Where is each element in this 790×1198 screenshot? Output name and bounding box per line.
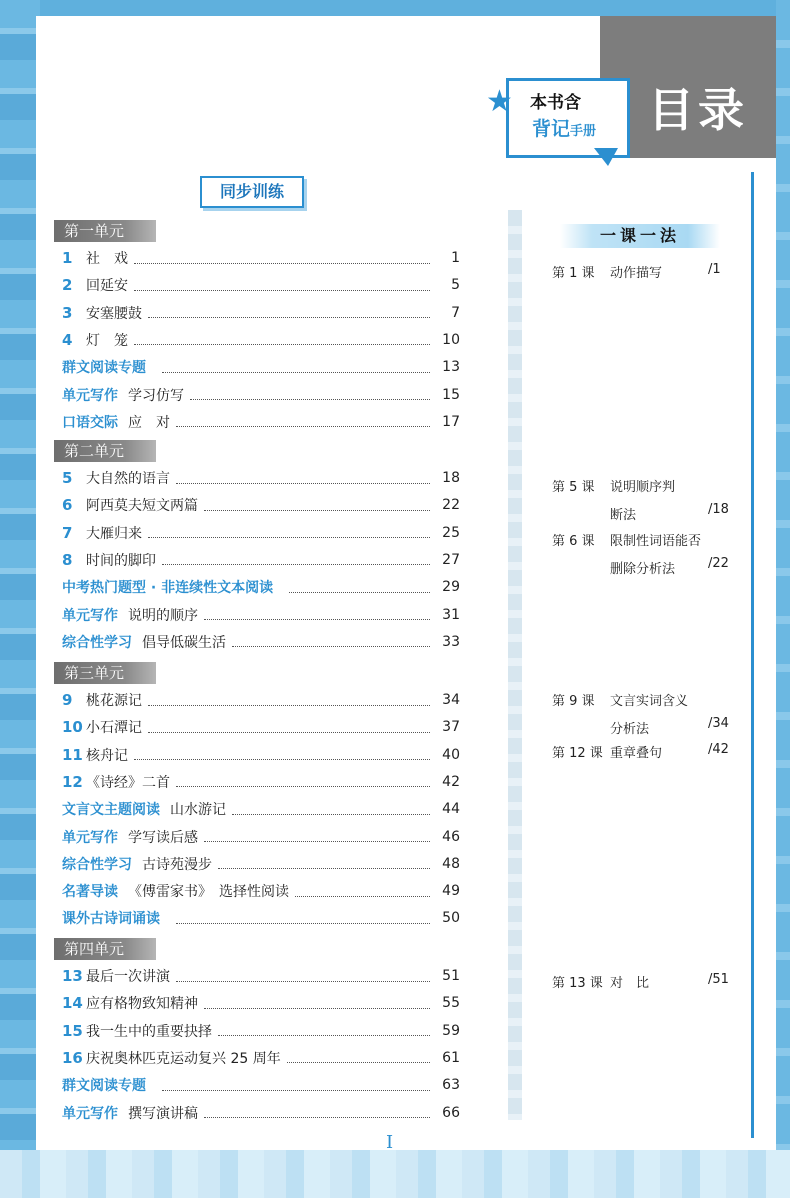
- method-page: /1: [708, 262, 721, 277]
- page-ref: 33: [442, 633, 460, 650]
- lesson-title: 倡导低碳生活: [142, 634, 226, 651]
- page-ref: 5: [451, 277, 460, 294]
- lesson-label: 第 12 课: [552, 746, 603, 761]
- lesson-title: 灯 笼: [86, 332, 128, 349]
- toc-row[interactable]: [62, 825, 460, 849]
- toc-row[interactable]: [62, 603, 460, 627]
- star-icon: ★: [486, 84, 513, 119]
- lesson-title: 学写读后感: [128, 829, 198, 846]
- method-item[interactable]: [552, 530, 729, 577]
- page-ref: 31: [442, 606, 460, 623]
- toc-row[interactable]: [62, 521, 460, 545]
- page-ref: 34: [442, 692, 460, 708]
- sidebar-title: 一课一法: [560, 224, 720, 248]
- method-name-cont: 断法: [610, 508, 637, 523]
- lesson-label: 第 6 课: [552, 534, 595, 549]
- method-name: 对 比: [610, 976, 650, 991]
- leader-dots: [134, 334, 430, 345]
- page-ref: 46: [442, 828, 460, 845]
- method-item[interactable]: [552, 972, 729, 991]
- toc-row[interactable]: [62, 410, 460, 434]
- method-page: /34: [708, 716, 729, 731]
- section-tag: 单元写作: [62, 829, 118, 846]
- leader-dots: [148, 307, 430, 318]
- leader-dots: [287, 1052, 430, 1063]
- column-divider: [508, 210, 522, 1120]
- page-ref: 66: [442, 1104, 460, 1121]
- toc-row[interactable]: [62, 328, 460, 352]
- lesson-number: 13: [62, 967, 83, 985]
- leader-dots: [295, 886, 430, 897]
- leader-dots: [289, 582, 430, 593]
- page-ref: 22: [442, 497, 460, 514]
- toc-row[interactable]: [62, 906, 460, 930]
- method-page: /22: [708, 556, 729, 571]
- lesson-label: 第 5 课: [552, 480, 595, 495]
- badge-line1: 本书含: [530, 93, 581, 113]
- leader-dots: [134, 280, 430, 291]
- right-border-line: [751, 172, 754, 1138]
- lesson-title: 学习仿写: [128, 387, 184, 404]
- method-name: 重章叠句: [610, 746, 663, 761]
- toc-row[interactable]: [62, 246, 460, 270]
- lesson-number: 15: [62, 1021, 83, 1040]
- section-tag: 单元写作: [62, 387, 118, 404]
- badge-line2: 背记手册: [532, 118, 597, 140]
- toc-row[interactable]: [62, 991, 460, 1015]
- method-name-cont: 删除分析法: [610, 562, 676, 577]
- leader-dots: [176, 776, 430, 787]
- page-ref: 51: [442, 968, 460, 984]
- section-tag: 单元写作: [62, 607, 118, 624]
- leader-dots: [218, 1025, 430, 1036]
- toc-row[interactable]: [62, 273, 460, 297]
- method-item[interactable]: [552, 476, 729, 523]
- lesson-title: 核舟记: [86, 747, 128, 764]
- lesson-title: 《诗经》二首: [86, 774, 170, 791]
- toc-row[interactable]: [62, 1101, 460, 1125]
- toc-row[interactable]: [62, 770, 460, 794]
- method-name-cont: 分析法: [610, 722, 650, 737]
- toc-row[interactable]: [62, 493, 460, 517]
- toc-row[interactable]: [62, 852, 460, 876]
- lesson-title: 《傅雷家书》 选择性阅读: [128, 884, 289, 901]
- section-tag: 综合性学习: [62, 634, 132, 651]
- lesson-number: 7: [62, 523, 73, 542]
- leader-dots: [176, 473, 430, 484]
- page-ref: 44: [442, 801, 460, 818]
- leader-dots: [162, 554, 430, 565]
- lesson-label: 第 9 课: [552, 694, 595, 709]
- badge-tail: [594, 148, 618, 166]
- page-ref: 49: [442, 883, 460, 900]
- page-ref: 59: [442, 1022, 460, 1039]
- leader-dots: [204, 500, 430, 511]
- lesson-title: 山水游记: [170, 802, 226, 819]
- method-name: 限制性词语能否: [610, 534, 702, 549]
- leader-dots: [232, 636, 430, 647]
- lesson-title: 我一生中的重要抉择: [86, 1023, 212, 1040]
- unit-header: 第二单元: [54, 440, 156, 462]
- section-tag: 群文阅读专题: [62, 360, 146, 377]
- unit-header: 第三单元: [54, 662, 156, 684]
- lesson-label: 第 13 课: [552, 976, 603, 991]
- page-ref: 13: [442, 359, 460, 376]
- leader-dots: [148, 695, 430, 706]
- lesson-number: 3: [62, 303, 73, 322]
- lesson-number: 16: [62, 1048, 83, 1067]
- toc-row[interactable]: [62, 630, 460, 654]
- lesson-title: 撰写演讲稿: [128, 1105, 198, 1122]
- lesson-number: 6: [62, 496, 73, 515]
- leader-dots: [134, 749, 430, 760]
- lesson-title: 小石潭记: [86, 720, 142, 737]
- page-ref: 27: [442, 551, 460, 568]
- page-ref: 37: [442, 719, 460, 736]
- toc-row[interactable]: [62, 301, 460, 325]
- section-tag: 综合性学习: [62, 856, 132, 873]
- method-item[interactable]: [552, 690, 729, 737]
- lesson-title: 古诗苑漫步: [142, 856, 212, 873]
- toc-row[interactable]: [62, 548, 460, 572]
- page-ref: 18: [442, 470, 460, 486]
- toc-row[interactable]: [62, 743, 460, 767]
- leader-dots: [134, 253, 430, 264]
- lesson-title: 庆祝奥林匹克运动复兴 25 周年: [86, 1050, 281, 1067]
- page-ref: 17: [442, 413, 460, 430]
- lesson-number: 2: [62, 276, 73, 295]
- lesson-number: 9: [62, 691, 73, 709]
- lesson-title: 大雁归来: [86, 525, 142, 542]
- bottom-band-decoration: [0, 1150, 790, 1198]
- page-ref: 48: [442, 855, 460, 872]
- page-ref: 63: [442, 1077, 460, 1094]
- toc-row[interactable]: [62, 575, 460, 599]
- lesson-title: 时间的脚印: [86, 552, 156, 569]
- lesson-title: 说明的顺序: [128, 607, 198, 624]
- lesson-title: 阿西莫夫短文两篇: [86, 498, 198, 515]
- lesson-number: 8: [62, 550, 73, 569]
- page-ref: 42: [442, 773, 460, 790]
- page-number: I: [386, 1132, 394, 1153]
- toc-row[interactable]: [62, 964, 460, 988]
- method-page: /18: [708, 502, 729, 517]
- method-page: /51: [708, 972, 729, 987]
- page-ref: 25: [442, 524, 460, 541]
- method-name: 动作描写: [610, 266, 663, 281]
- lesson-number: 14: [62, 994, 83, 1013]
- toc-row[interactable]: [62, 715, 460, 739]
- unit-header: 第四单元: [54, 938, 156, 960]
- method-page: /42: [708, 742, 729, 757]
- page-ref: 55: [442, 995, 460, 1012]
- lesson-number: 11: [62, 745, 83, 764]
- toc-row[interactable]: [62, 797, 460, 821]
- page-ref: 15: [442, 386, 460, 403]
- page-ref: 1: [451, 250, 460, 266]
- lesson-title: 安塞腰鼓: [86, 305, 142, 322]
- lesson-number: 1: [62, 249, 73, 267]
- page-ref: 29: [442, 579, 460, 596]
- leader-dots: [204, 998, 430, 1009]
- toc-row[interactable]: [62, 355, 460, 379]
- lesson-title: 应 对: [128, 414, 170, 431]
- toc-row[interactable]: [62, 1046, 460, 1070]
- lesson-title: 最后一次讲演: [86, 969, 170, 985]
- lesson-number: 12: [62, 772, 83, 791]
- lesson-number: 5: [62, 469, 73, 487]
- left-stripe-decoration: [0, 0, 40, 1198]
- lesson-number: 10: [62, 718, 83, 737]
- leader-dots: [176, 913, 430, 924]
- toc-row[interactable]: [62, 1073, 460, 1097]
- section-tag: 文言文主题阅读: [62, 802, 160, 819]
- toc-row[interactable]: [62, 688, 460, 712]
- unit-header: 第一单元: [54, 220, 156, 242]
- leader-dots: [204, 831, 430, 842]
- lesson-title: 应有格物致知精神: [86, 996, 198, 1013]
- section-tag: 名著导读: [62, 884, 118, 901]
- toc-row[interactable]: [62, 879, 460, 903]
- lesson-number: 4: [62, 330, 73, 349]
- right-stripe-decoration: [776, 0, 790, 1198]
- leader-dots: [204, 1107, 430, 1118]
- leader-dots: [232, 804, 430, 815]
- section-tag: 口语交际: [62, 414, 118, 431]
- page-ref: 40: [442, 746, 460, 763]
- page-ref: 61: [442, 1049, 460, 1066]
- section-tag: 单元写作: [62, 1105, 118, 1122]
- leader-dots: [204, 609, 430, 620]
- toc-row[interactable]: [62, 1019, 460, 1043]
- section-title: 同步训练: [200, 176, 304, 208]
- leader-dots: [162, 1080, 430, 1091]
- lesson-title: 桃花源记: [86, 693, 142, 709]
- toc-row[interactable]: [62, 383, 460, 407]
- section-tag: 课外古诗词诵读: [62, 911, 160, 928]
- method-item[interactable]: [552, 742, 729, 761]
- lesson-title: 大自然的语言: [86, 471, 170, 487]
- leader-dots: [176, 971, 430, 982]
- leader-dots: [218, 858, 430, 869]
- toc-row[interactable]: [62, 466, 460, 490]
- section-tag: 中考热门题型 · 非连续性文本阅读: [62, 580, 274, 597]
- page-ref: 10: [442, 331, 460, 348]
- method-name: 说明顺序判: [610, 480, 676, 495]
- lesson-label: 第 1 课: [552, 266, 595, 281]
- page-ref: 7: [451, 304, 460, 321]
- leader-dots: [162, 362, 430, 373]
- leader-dots: [148, 527, 430, 538]
- section-tag: 群文阅读专题: [62, 1078, 146, 1095]
- method-name: 文言实词含义: [610, 694, 689, 709]
- lesson-title: 回延安: [86, 278, 128, 295]
- lesson-title: 社 戏: [86, 251, 128, 267]
- leader-dots: [148, 722, 430, 733]
- page-ref: 50: [442, 910, 460, 927]
- method-item[interactable]: [552, 262, 721, 281]
- leader-dots: [190, 389, 430, 400]
- page-title: 目录: [648, 83, 748, 137]
- leader-dots: [176, 416, 430, 427]
